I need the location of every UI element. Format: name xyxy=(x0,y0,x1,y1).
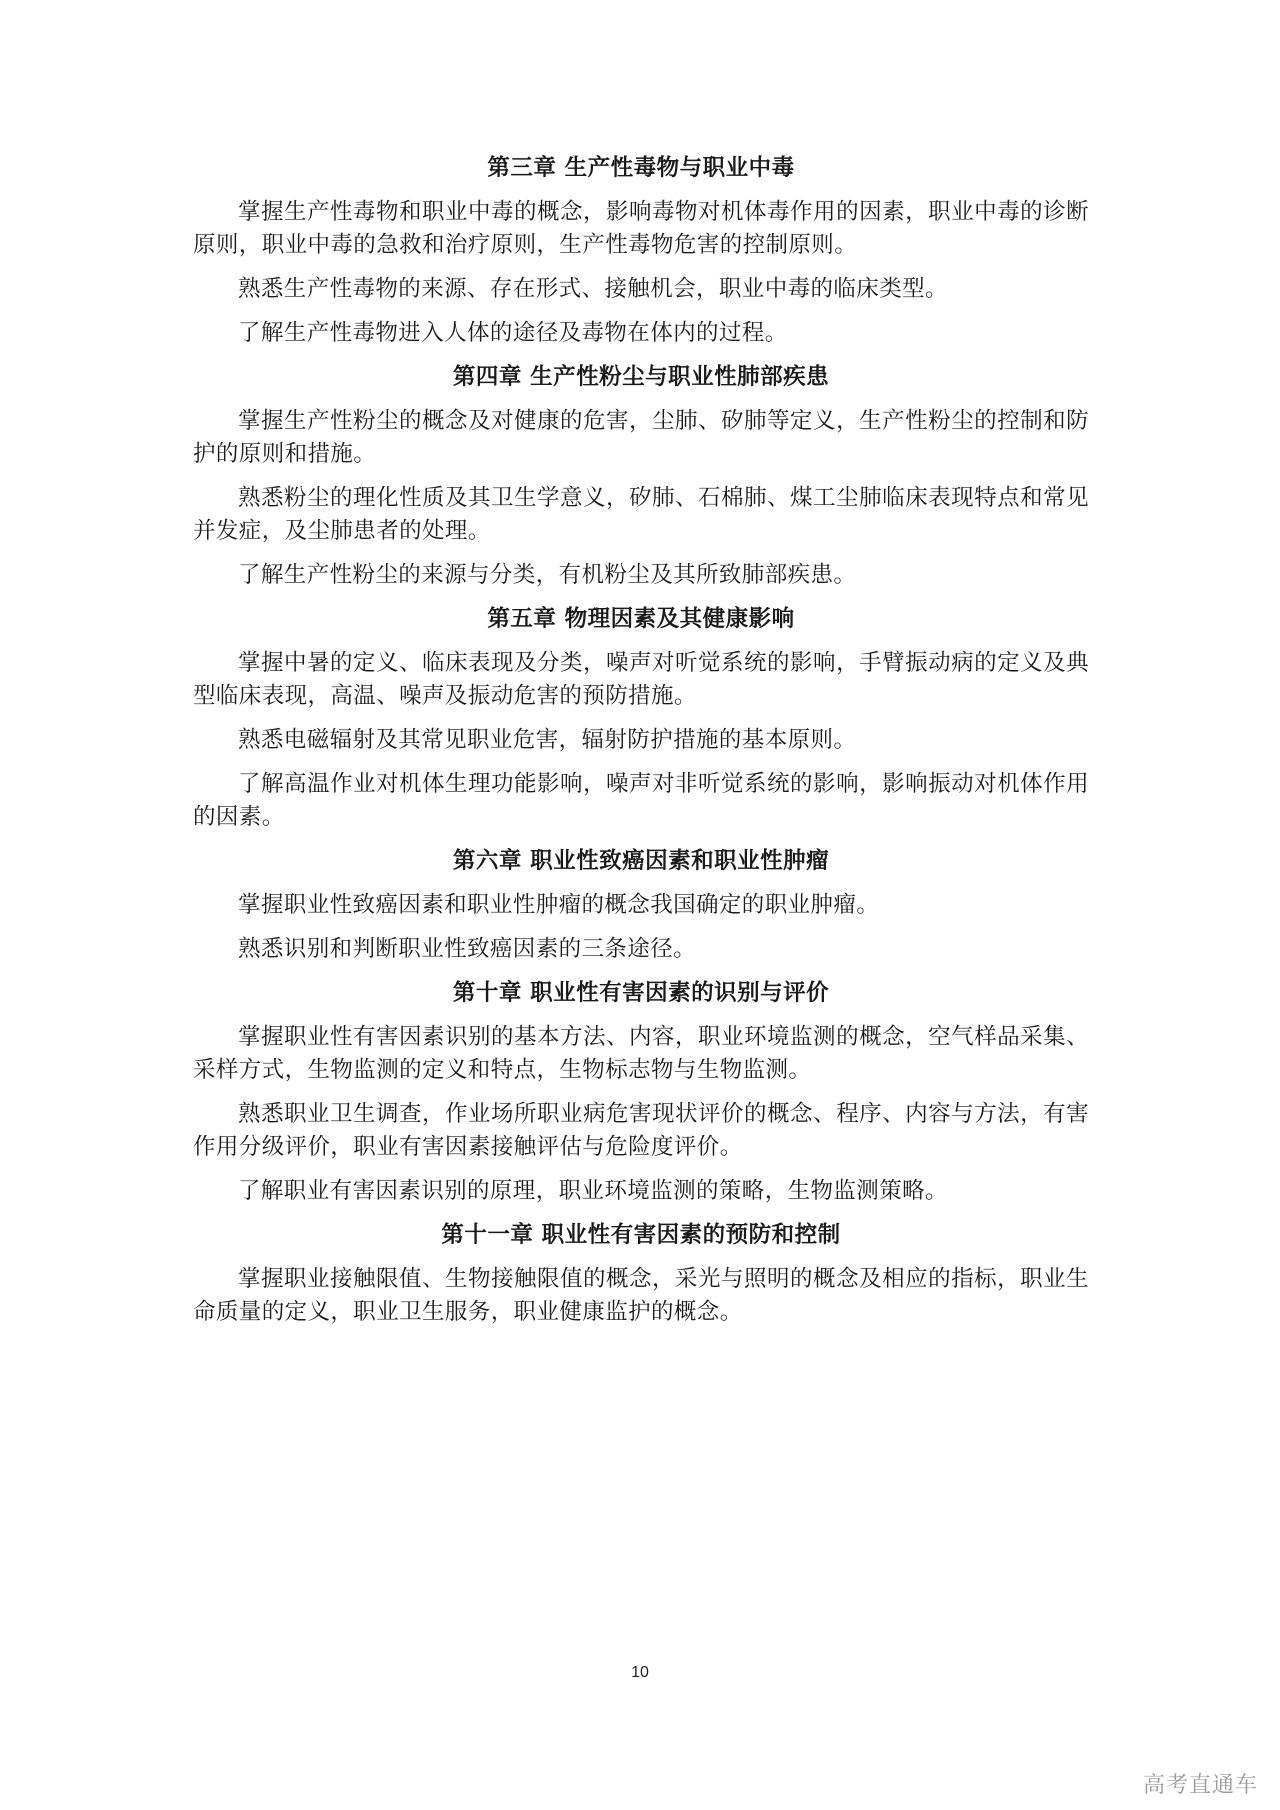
paragraph: 了解生产性粉尘的来源与分类，有机粉尘及其所致肺部疾患。 xyxy=(238,562,857,588)
paragraph: 熟悉粉尘的理化性质及其卫生学意义，矽肺、石棉肺、煤工尘肺临床表现特点和常见并发症，及尘肺患者的处理。 xyxy=(193,485,1089,544)
paragraph: 掌握中暑的定义、临床表现及分类，噪声对听觉系统的影响，手臂振动病的定义及典型临床表现，高温、噪声及振动危害的预防措施。 xyxy=(193,650,1089,709)
page-number: 10 xyxy=(631,1664,649,1681)
section-chapter-10 xyxy=(193,977,1089,1208)
paragraph: 熟悉职业卫生调查，作业场所职业病危害现状评价的概念、程序、内容与方法，有害作用分级评价，职业有害因素接触评估与危险度评价。 xyxy=(193,1101,1089,1160)
paragraph: 了解生产性毒物进入人体的途径及毒物在体内的过程。 xyxy=(238,320,788,346)
section-chapter-11 xyxy=(193,1219,1089,1329)
paragraph: 了解职业有害因素识别的原理，职业环境监测的策略，生物监测策略。 xyxy=(238,1178,948,1204)
watermark: 高考直通车 xyxy=(1142,1773,1258,1798)
section-chapter-5 xyxy=(193,603,1089,834)
paragraph: 掌握生产性毒物和职业中毒的概念，影响毒物对机体毒作用的因素，职业中毒的诊断原则，职业中毒的急救和治疗原则，生产性毒物危害的控制原则。 xyxy=(193,199,1089,258)
paragraph: 掌握生产性粉尘的概念及对健康的危害，尘肺、矽肺等定义，生产性粉尘的控制和防护的原则和措施。 xyxy=(193,408,1089,467)
chapter-title: 第六章 职业性致癌因素和职业性肿瘤 xyxy=(452,848,830,874)
chapter-title: 第三章 生产性毒物与职业中毒 xyxy=(487,155,795,181)
chapter-title: 第十一章 职业性有害因素的预防和控制 xyxy=(441,1222,841,1248)
paragraph: 熟悉识别和判断职业性致癌因素的三条途径。 xyxy=(238,936,697,962)
chapter-title: 第四章 生产性粉尘与职业性肺部疾患 xyxy=(452,364,830,390)
chapter-title: 第十章 职业性有害因素的识别与评价 xyxy=(452,980,830,1006)
paragraph: 掌握职业性致癌因素和职业性肿瘤的概念我国确定的职业肿瘤。 xyxy=(238,892,880,918)
paragraph: 掌握职业性有害因素识别的基本方法、内容，职业环境监测的概念，空气样品采集、采样方式，生物监测的定义和特点，生物标志物与生物监测。 xyxy=(193,1024,1089,1083)
paragraph: 熟悉生产性毒物的来源、存在形式、接触机会，职业中毒的临床类型。 xyxy=(238,276,948,302)
section-chapter-3 xyxy=(193,152,1089,350)
paragraph: 了解高温作业对机体生理功能影响，噪声对非听觉系统的影响，影响振动对机体作用的因素。 xyxy=(193,771,1089,830)
document-body xyxy=(193,152,1089,1340)
paragraph: 熟悉电磁辐射及其常见职业危害，辐射防护措施的基本原则。 xyxy=(238,727,857,753)
paragraph: 掌握职业接触限值、生物接触限值的概念，采光与照明的概念及相应的指标，职业生命质量的定义，职业卫生服务，职业健康监护的概念。 xyxy=(193,1266,1089,1325)
section-chapter-6 xyxy=(193,845,1089,966)
section-chapter-4 xyxy=(193,361,1089,592)
chapter-title: 第五章 物理因素及其健康影响 xyxy=(487,606,795,632)
